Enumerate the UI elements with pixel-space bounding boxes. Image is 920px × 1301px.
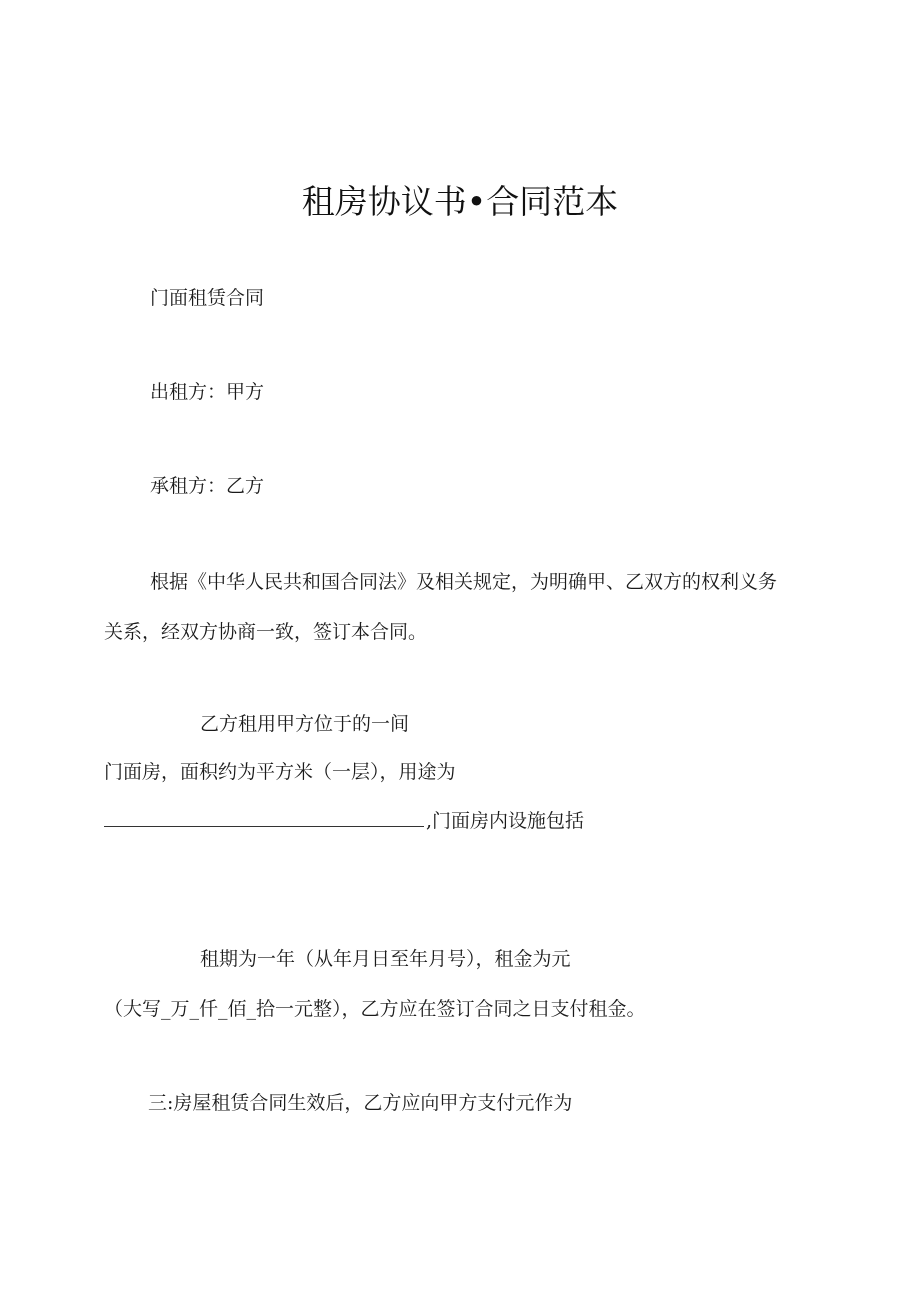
- clause-2-line-1: 租期为一年（从年月日至年月号），租金为元: [200, 948, 571, 970]
- clause-2-line-2: （大写_万_仟_佰_拾一元整），乙方应在签订合同之日支付租金。: [104, 998, 646, 1020]
- clause-1-line-3: [104, 808, 584, 833]
- fill-in-blank: [104, 808, 424, 827]
- clause-3-line-1: 三:房屋租赁合同生效后，乙方应向甲方支付元作为: [148, 1092, 573, 1114]
- lessee-line: 承租方：乙方: [150, 475, 265, 497]
- document-title: 租房协议书•合同范本: [301, 182, 619, 221]
- intro-paragraph-line-2: 关系，经双方协商一致，签订本合同。: [104, 621, 428, 643]
- clause-1-line-3-text: ,门面房内设施包括: [426, 810, 585, 832]
- clause-1-line-1: 乙方租用甲方位于的一间: [200, 713, 410, 735]
- lessor-line: 出租方：甲方: [150, 381, 265, 403]
- intro-paragraph-line-1: 根据《中华人民共和国合同法》及相关规定，为明确甲、乙双方的权利义务: [150, 571, 778, 593]
- clause-1-line-2: 门面房，面积约为平方米（一层），用途为: [104, 761, 456, 783]
- contract-heading: 门面租赁合同: [150, 287, 265, 309]
